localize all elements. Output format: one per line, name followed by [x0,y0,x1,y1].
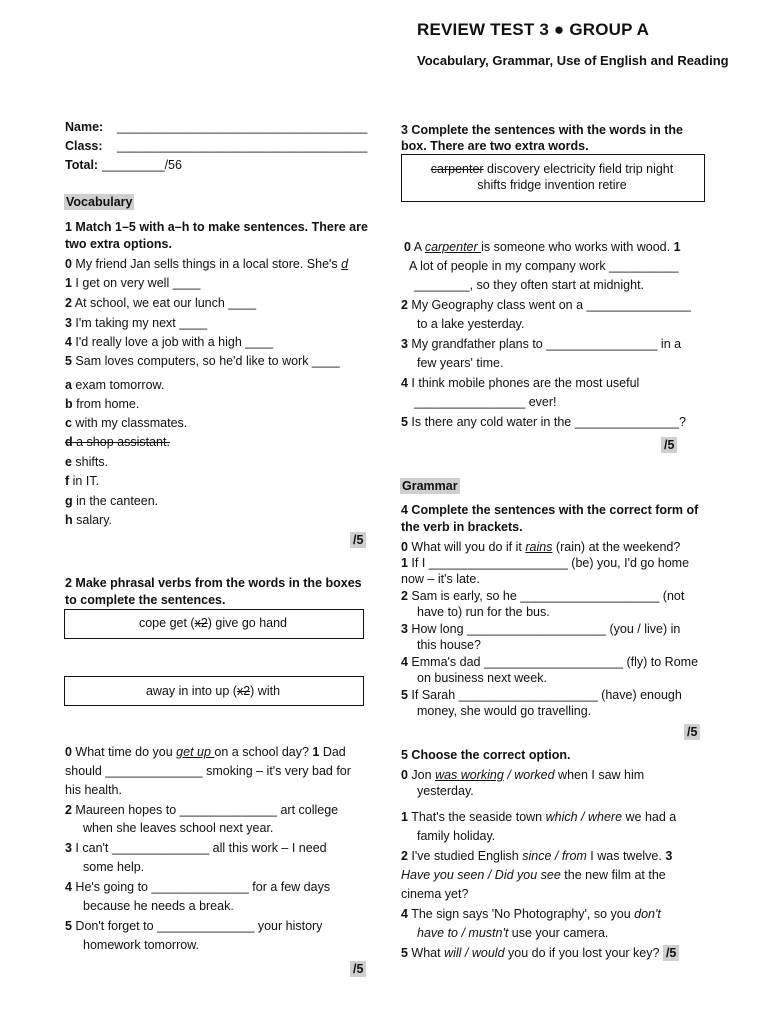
ex5-item: 5 What will / would you do if you lost your key? /5 [401,945,679,961]
ex1-score: /5 [350,532,366,548]
name-field[interactable]: ____________________________________ [117,120,368,134]
ex5-item3: Have you seen / Did you see the new film at the [401,868,666,882]
ex4-item: 4 Emma's dad ____________________ (fly) to Rome [401,655,699,669]
ex1-option: h salary. [65,513,113,527]
ex3-item-cont: ________________ ever! [414,395,557,409]
ex2-item-cont: homework tomorrow. [83,938,200,952]
ex5-score: /5 [663,945,679,961]
ex3-item1: A lot of people in my company work __________ [409,259,679,273]
ex4-instruction-cont: the verb in brackets. [401,520,523,534]
ex1-option: e shifts. [65,455,109,469]
ex5-item-cont: have to / mustn't use your camera. [417,926,609,940]
ex1-item: 3 I'm taking my next ____ [65,316,208,330]
ex2-instruction-cont: to complete the sentences. [65,593,226,607]
ex2-item1-line: should ______________ smoking – it's very bad for [65,764,351,778]
ex3-item: 5 Is there any cold water in the _______________? [401,415,686,429]
ex3-item-cont: to a lake yesterday. [417,317,525,331]
ex2-word-box-1-text: cope get (x2) give go hand [138,616,288,630]
class-field[interactable]: ____________________________________ [117,139,368,153]
ex1-option: g in the canteen. [65,494,159,508]
ex1-item: 5 Sam loves computers, so he'd like to work ____ [65,354,340,368]
page-subtitle: Vocabulary, Grammar, Use of English and Reading [417,53,729,68]
ex3-example: 0 A carpenter is someone who works with wood. 1 [404,240,681,254]
ex1-option: a exam tomorrow. [65,378,165,392]
grammar-heading: Grammar [402,479,458,493]
ex4-item-cont: now – it's late. [401,572,480,586]
ex4-item: 2 Sam is early, so he ____________________ (not [401,589,685,603]
ex1-item: 1 I get on very well ____ [65,276,201,290]
ex4-item-cont: this house? [417,638,481,652]
ex5-example-cont: yesterday. [417,784,474,798]
ex5-instruction: 5 Choose the correct option. [401,748,571,762]
ex2-item: 4 He's going to ______________ for a few days [65,880,331,894]
ex2-item-cont: some help. [83,860,145,874]
ex3-item: 4 I think mobile phones are the most useful [401,376,640,390]
ex3-item: 3 My grandfather plans to ________________ in a [401,337,682,351]
ex3-item1-cont: ________, so they often start at midnight. [414,278,645,292]
ex5-example-answer: was working [435,768,504,782]
vocabulary-heading: Vocabulary [66,195,133,209]
ex1-item: 2 At school, we eat our lunch ____ [65,296,257,310]
ex4-item: 5 If Sarah ____________________ (have) enough [401,688,682,702]
ex2-item-cont: when she leaves school next year. [83,821,274,835]
ex3-example-answer: carpenter [424,240,482,254]
ex1-example: 0 My friend Jan sells things in a local store. She's d [65,257,349,271]
ex5-example: 0 Jon was working / worked when I saw him [401,768,645,782]
ex4-instruction: 4 Complete the sentences with the correct form of [401,503,699,517]
ex3-item-cont: few years' time. [417,356,504,370]
ex1-item: 4 I'd really love a job with a high ____ [65,335,274,349]
ex3-instruction: 3 Complete the sentences with the words in the [401,123,683,137]
ex2-item-cont: because he needs a break. [83,899,234,913]
ex2-item: 2 Maureen hopes to ______________ art college [65,803,339,817]
ex1-option-crossed: d a shop assistant. [65,435,170,449]
class-label: Class: [65,139,103,153]
ex4-item-cont: money, she would go travelling. [417,704,592,718]
total-label: Total: [65,158,99,172]
ex2-item1-line: his health. [65,783,122,797]
ex2-instruction: 2 Make phrasal verbs from the words in the boxes [65,576,362,590]
ex1-option: b from home. [65,397,140,411]
ex1-instruction: 1 Match 1–5 with a–h to make sentences. There are [65,220,368,234]
ex1-option: f in IT. [65,474,100,488]
ex5-item-cont: family holiday. [417,829,496,843]
ex4-example: 0 What will you do if it rains (rain) at the weekend? [401,540,681,554]
ex1-instruction-cont: two extra options. [65,237,172,251]
ex3-item: 2 My Geography class went on a _______________ [401,298,691,312]
ex2-example-answer: get up [176,745,215,759]
ex4-example-answer: rains [525,540,553,554]
ex3-instruction-cont: box. There are two extra words. [401,139,589,153]
ex5-item: 4 The sign says 'No Photography', so you don't [401,907,661,921]
ex5-item3-cont: cinema yet? [401,887,469,901]
ex4-item-cont: have to) run for the bus. [417,605,550,619]
total-field[interactable]: _________/56 [102,158,182,172]
ex3-score: /5 [661,437,677,453]
ex3-word-box-line1: carpenter discovery electricity field trip night [430,162,674,176]
ex4-score: /5 [684,724,700,740]
ex2-word-box-2-text: away in into up (x2) with [145,684,281,698]
name-label: Name: [65,120,104,134]
page-title: REVIEW TEST 3 ● GROUP A [417,20,650,39]
ex1-option: c with my classmates. [65,416,188,430]
ex2-item: 5 Don't forget to ______________ your history [65,919,323,933]
ex2-item: 3 I can't ______________ all this work – I need [65,841,327,855]
ex4-item: 1 If I ____________________ (be) you, I'd go home [401,556,690,570]
ex1-example-answer: d [341,257,349,271]
ex4-item: 3 How long ____________________ (you / live) in [401,622,681,636]
ex5-item: 2 I've studied English since / from I was twelve. 3 [401,849,673,863]
ex3-word-box-line2: shifts fridge invention retire [477,178,627,192]
ex2-score: /5 [350,961,366,977]
ex4-item-cont: on business next week. [417,671,547,685]
ex2-example: 0 What time do you get up on a school day? 1 Dad [65,745,346,759]
ex5-item: 1 That's the seaside town which / where we had a [401,810,677,824]
